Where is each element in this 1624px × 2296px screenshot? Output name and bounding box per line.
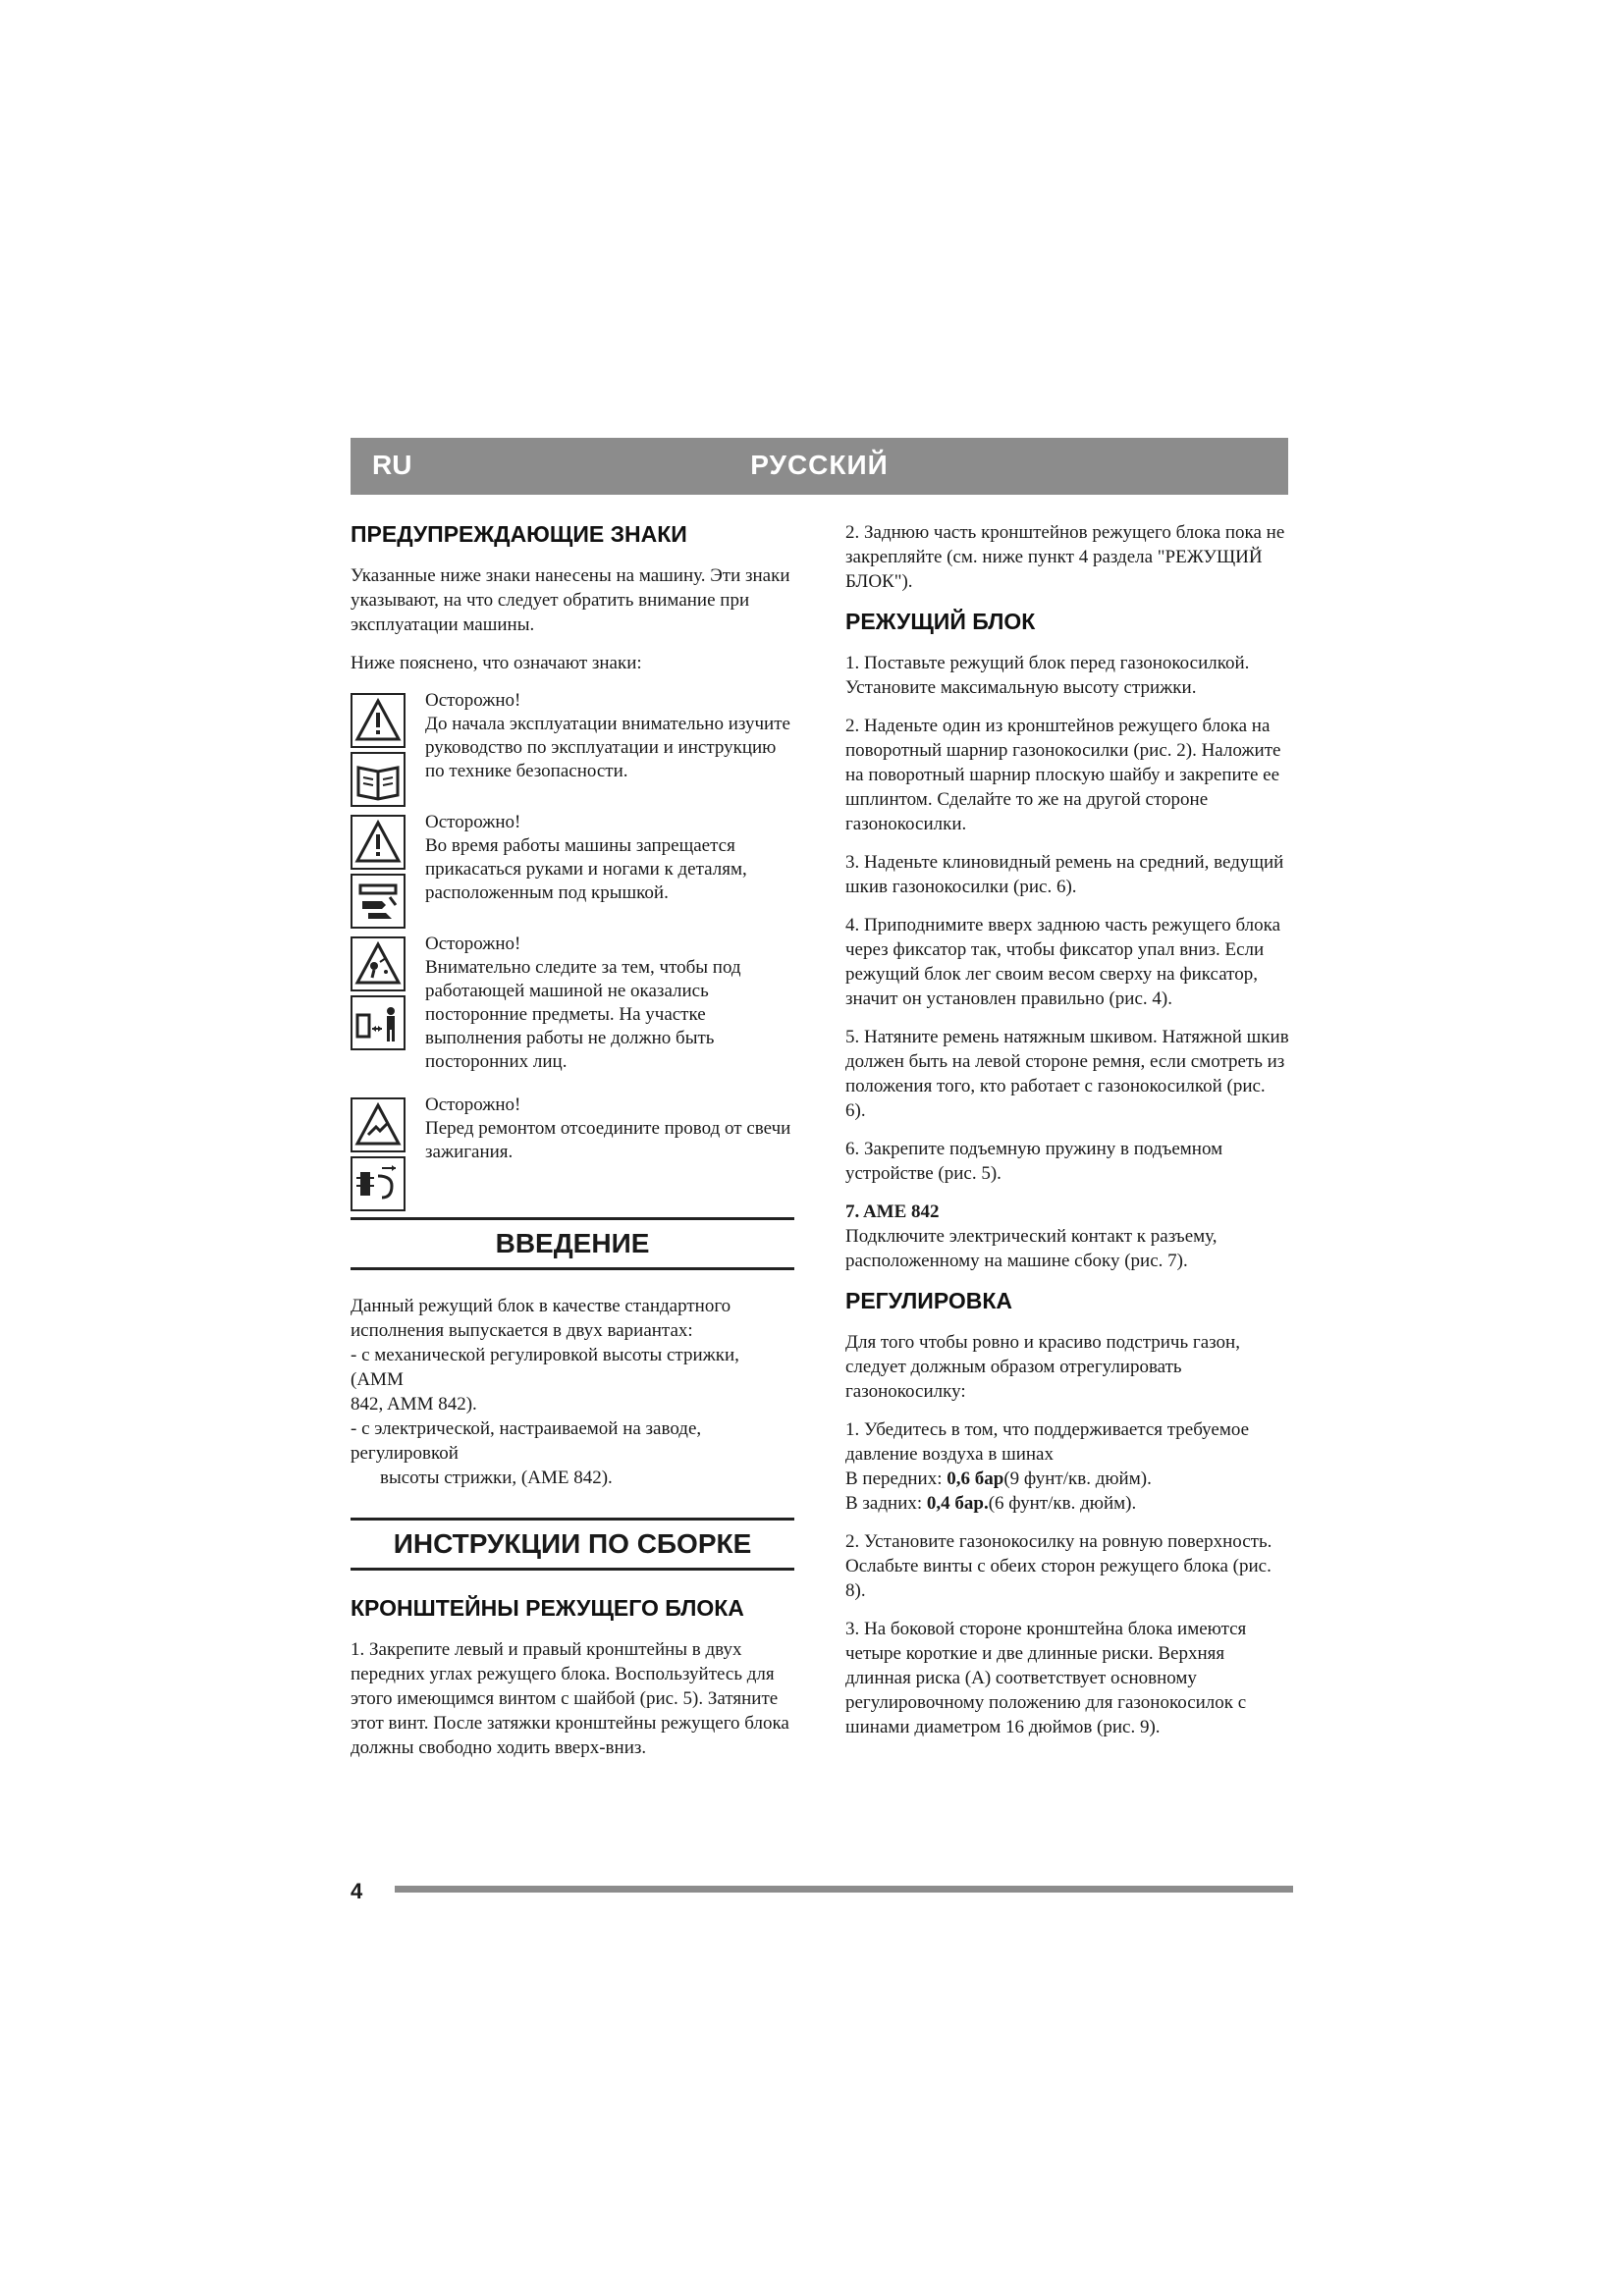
spark-plug-icon <box>351 1097 406 1152</box>
assembly-step-2: 2. Заднюю часть кронштейнов режущего блока пока не закрепляйте (см. ниже пункт 4 раздела "РЕЖУЩИЙ БЛОК"). <box>845 522 1285 592</box>
rear-label: В задних: <box>845 1493 927 1514</box>
warning-caption: Осторожно! <box>425 934 521 954</box>
tire-pressure-rear <box>845 1491 1289 1516</box>
warning-text: Перед ремонтом отсоедините провод от свечи зажигания. <box>425 1118 791 1162</box>
warning-caption: Осторожно! <box>425 690 521 711</box>
warning-caption: Осторожно! <box>425 1095 521 1115</box>
front-value: 0,6 бар <box>947 1468 1004 1489</box>
adjustment-step-3: 3. На боковой стороне кронштейна блока имеются четыре короткие и две длинные риски. Верхняя длинная риска (А) соответствует основному регулировочному положению для газонокосилок с шинами диаметром 16 дюймов (рис. 9). <box>845 1619 1247 1737</box>
cutting-step-3: 3. Наденьте клиновидный ремень на средний, ведущий шкив газонокосилки (рис. 6). <box>845 852 1284 897</box>
cutting-unit-heading: РЕЖУЩИЙ БЛОК <box>845 609 1036 634</box>
warning-signs-heading: ПРЕДУПРЕЖДАЮЩИЕ ЗНАКИ <box>351 521 687 547</box>
warning-symbol-1 <box>351 689 794 797</box>
keep-distance-icon <box>351 995 406 1050</box>
front-unit: (9 фунт/кв. дюйм). <box>1003 1468 1152 1489</box>
variant-electric: - с электрической, настраиваемой на заводе, регулировкой <box>351 1418 702 1464</box>
adjustment-step-1: 1. Убедитесь в том, что поддерживается требуемое давление воздуха в шинах <box>845 1419 1250 1465</box>
warning-text: До начала эксплуатации внимательно изучите руководство по эксплуатации и инструкцию по технике безопасности. <box>425 714 790 781</box>
brackets-heading: КРОНШТЕЙНЫ РЕЖУЩЕГО БЛОКА <box>351 1595 744 1621</box>
cutting-step-6: 6. Закрепите подъемную пружину в подъемном устройстве (рис. 5). <box>845 1139 1223 1184</box>
footer-rule <box>395 1886 1293 1893</box>
warning-symbol-3 <box>351 933 794 1080</box>
disconnect-wire-icon <box>351 1156 406 1211</box>
cutting-step-7-text: Подключите электрический контакт к разъему, расположенному на машине сбоку (рис. 7). <box>845 1226 1218 1271</box>
assembly-step-1: 1. Закрепите левый и правый кронштейны в двух передних углах режущего блока. Воспользуйтесь для этого имеющимся винтом с шайбой (рис. 5). Затяните этот винт. После затяжки кронштейны режущего блока должны свободно ходить вверх-вниз. <box>351 1639 789 1758</box>
cutting-step-1: 1. Поставьте режущий блок перед газонокосилкой. Установите максимальную высоту стрижки. <box>845 653 1250 698</box>
thrown-objects-icon <box>351 936 406 991</box>
introduction-heading: ВВЕДЕНИЕ <box>351 1217 794 1270</box>
adjustment-heading: РЕГУЛИРОВКА <box>845 1288 1013 1313</box>
warning-triangle-icon <box>351 815 406 870</box>
right-column <box>845 520 1289 1753</box>
language-code: RU <box>372 450 412 480</box>
warning-symbol-4 <box>351 1094 794 1201</box>
manual-book-icon <box>351 752 406 807</box>
tire-pressure-front <box>845 1467 1289 1491</box>
warning-text: Во время работы машины запрещается прикасаться руками и ногами к деталям, расположенным под крышкой. <box>425 835 747 903</box>
cutting-step-4: 4. Приподнимите вверх заднюю часть режущего блока через фиксатор так, чтобы фиксатор упал вниз. Если режущий блок лег своим весом сверху на фиксатор, значит он установлен правильно (рис. 4). <box>845 915 1281 1009</box>
language-title: РУССКИЙ <box>750 450 889 480</box>
warning-symbol-2 <box>351 811 794 919</box>
language-header-band <box>351 438 1288 495</box>
warning-text: Внимательно следите за тем, чтобы под работающей машиной не оказались посторонние предметы. На участке выполнения работы не должно быть посторонних лиц. <box>425 957 741 1072</box>
cutting-step-7-title: 7. AME 842 <box>845 1201 940 1222</box>
variant-mechanical: - с механической регулировкой высоты стрижки, (AMM <box>351 1345 739 1390</box>
page-number: 4 <box>351 1879 363 1903</box>
cutting-step-2: 2. Наденьте один из кронштейнов режущего блока на поворотный шарнир газонокосилки (рис. 2). Наложите на поворотный шарнир плоскую шайбу и закрепите ее шплинтом. Сделайте то же на другой стороне газонокосилки. <box>845 716 1281 834</box>
adjustment-intro: Для того чтобы ровно и красиво подстричь газон, следует должным образом отрегулировать газонокосилку: <box>845 1332 1240 1402</box>
left-column <box>351 520 794 1774</box>
variant-mechanical-models: 842, AMM 842). <box>351 1394 477 1415</box>
adjustment-step-2: 2. Установите газонокосилку на ровную поверхность. Ослабьте винты с обеих сторон режущего блока (рис. 8). <box>845 1531 1272 1601</box>
warning-caption: Осторожно! <box>425 812 521 832</box>
warning-signs-explain: Ниже пояснено, что означают знаки: <box>351 653 642 673</box>
variant-electric-models: высоты стрижки, (AME 842). <box>380 1468 613 1488</box>
assembly-heading: ИНСТРУКЦИИ ПО СБОРКЕ <box>351 1518 794 1571</box>
front-label: В передних: <box>845 1468 947 1489</box>
rear-value: 0,4 бар. <box>926 1493 989 1514</box>
hand-foot-hazard-icon <box>351 874 406 929</box>
warning-triangle-icon <box>351 693 406 748</box>
cutting-step-5: 5. Натяните ремень натяжным шкивом. Натяжной шкив должен быть на левой стороне ремня, если смотреть из положения того, кто работает с газонокосилкой (рис. 6). <box>845 1027 1289 1121</box>
rear-unit: (6 фунт/кв. дюйм). <box>988 1493 1137 1514</box>
introduction-text: Данный режущий блок в качестве стандартного исполнения выпускается в двух вариантах: <box>351 1296 731 1341</box>
warning-signs-intro: Указанные ниже знаки нанесены на машину. Эти знаки указывают, на что следует обратить внимание при эксплуатации машины. <box>351 565 790 635</box>
